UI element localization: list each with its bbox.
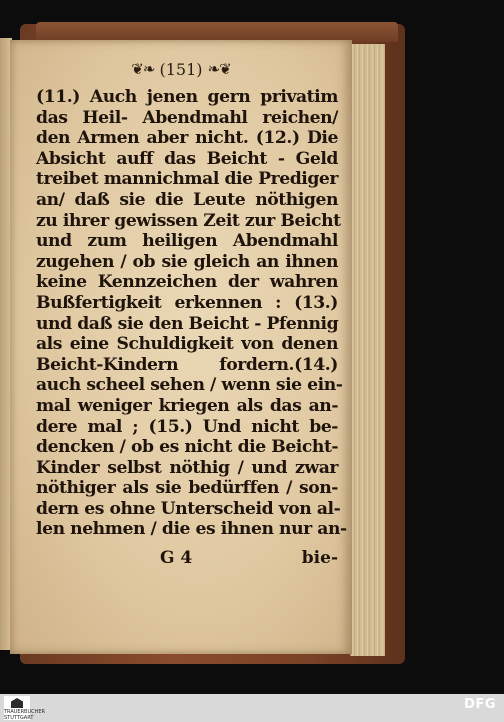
text-line: auch scheel sehen / wenn sie ein- — [36, 375, 343, 396]
text-line: Bußfertigkeit erkennen : (13.) — [36, 292, 338, 313]
text-line: nöthiger als sie bedürffen / son- — [36, 478, 338, 499]
text-line: dere mal ; (15.) Und nicht be- — [36, 416, 338, 437]
page-edges — [350, 44, 385, 656]
text-line: Beicht-Kindern fordern.(14.) — [36, 354, 338, 375]
dfg-logo[interactable]: DFG — [464, 697, 496, 712]
text-line: zu ihrer gewissen Zeit zur Beicht — [36, 210, 341, 231]
text-line: und zum heiligen Abendmahl — [36, 231, 338, 252]
page-number: (151) — [159, 60, 203, 79]
text-line: an/ daß sie die Leute nöthigen — [36, 189, 338, 210]
library-logo[interactable] — [4, 696, 46, 721]
ornament-right: ❧❦ — [207, 60, 231, 78]
page-footer — [36, 548, 338, 570]
page-header — [10, 60, 352, 79]
text-line: (11.) Auch jenen gern privatim — [36, 87, 338, 107]
book-cover-top — [36, 22, 398, 42]
library-logo-icon — [11, 698, 23, 708]
text-line: mal weniger kriegen als das an- — [36, 395, 338, 416]
text-line: das Heil- Abendmahl reichen/ — [36, 107, 338, 128]
text-line: Kinder selbst nöthig / und zwar — [36, 457, 338, 478]
catchword: bie- — [301, 548, 338, 568]
text-line: dencken / ob es nicht die Beicht- — [36, 437, 339, 458]
viewer-footer-bar — [0, 694, 504, 722]
text-line: len nehmen / die es ihnen nur an- — [36, 519, 347, 540]
book-page — [10, 40, 352, 654]
ornament-left: ❦❧ — [131, 60, 155, 78]
body-text — [36, 87, 347, 540]
signature-mark: G 4 — [160, 548, 193, 568]
text-line: und daß sie den Beicht - Pfennig — [36, 313, 339, 334]
text-line: dern es ohne Unterscheid von al- — [36, 498, 341, 519]
text-line: den Armen aber nicht. (12.) Die — [36, 128, 338, 149]
text-line: keine Kennzeichen der wahren — [36, 272, 338, 293]
text-line: zugehen / ob sie gleich an ihnen — [36, 251, 338, 272]
text-line: treibet mannichmal die Prediger — [36, 169, 338, 190]
text-line: Absicht auff das Beicht - Geld — [36, 148, 338, 169]
text-line: als eine Schuldigkeit von denen — [36, 334, 338, 355]
library-logo-text: TRAUERBUCHER STUTTGART — [4, 709, 46, 721]
